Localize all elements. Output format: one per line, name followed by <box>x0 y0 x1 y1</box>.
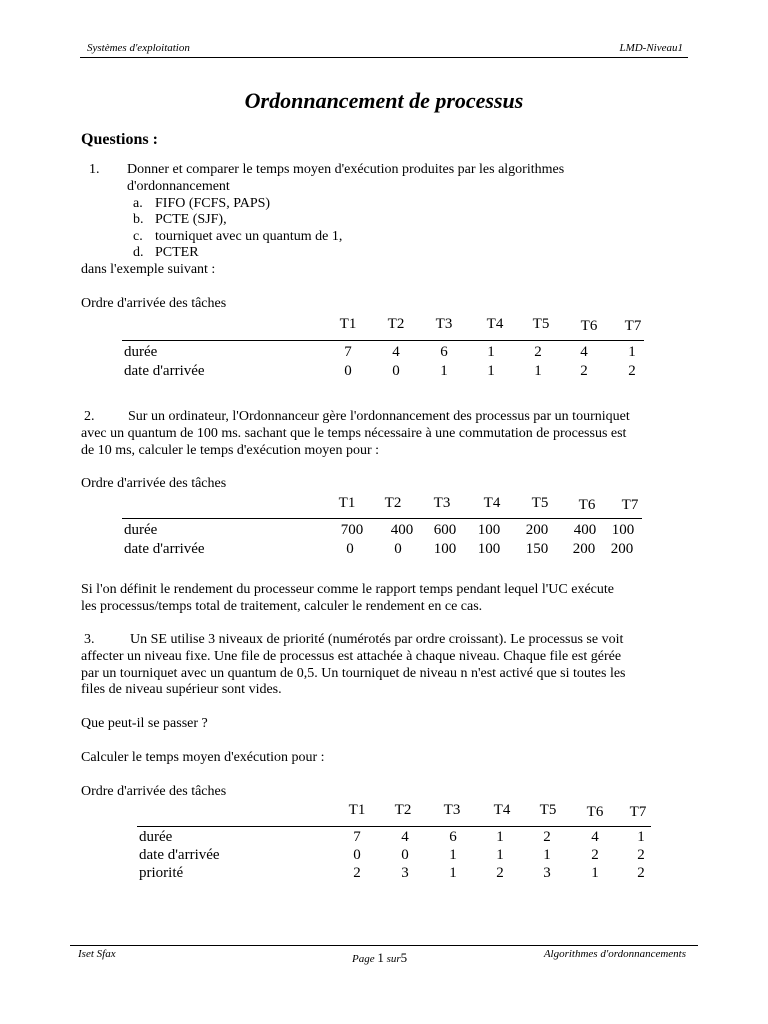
table-row-label: date d'arrivée <box>139 847 220 863</box>
table-cell: 1 <box>440 363 448 379</box>
table-header-cell: T1 <box>339 316 357 332</box>
q2-rendement-line1: Si l'on définit le rendement du processeur comme le rapport temps pendant lequel l'UC exécute <box>81 582 614 597</box>
table-cell: 150 <box>525 541 549 557</box>
table-cell: 1 <box>487 363 495 379</box>
table-header-cell: T4 <box>493 802 511 818</box>
q3-calc: Calculer le temps moyen d'exécution pour : <box>81 750 325 765</box>
table-cell: 2 <box>637 847 645 863</box>
table-cell: 1 <box>496 847 504 863</box>
table-header-cell: T3 <box>433 495 451 511</box>
q1-item-letter: c. <box>133 229 143 244</box>
q3-text-line1: Un SE utilise 3 niveaux de priorité (numérotés par ordre croissant). Le processus se voit <box>130 632 624 647</box>
table-cell: 2 <box>543 829 551 845</box>
q2-text-line1: Sur un ordinateur, l'Ordonnanceur gère l'ordonnancement des processus par un tourniquet <box>128 409 630 424</box>
q2-rendement-line2: les processus/temps total de traitement, calculer le rendement en ce cas. <box>81 599 483 614</box>
table-cell: 4 <box>401 829 409 845</box>
q1-text-line2: d'ordonnancement <box>127 179 230 194</box>
table-header-cell: T6 <box>580 318 598 334</box>
table-header-cell: T6 <box>578 497 596 513</box>
table-cell: 400 <box>573 522 597 538</box>
q2-text-line2: avec un quantum de 100 ms. sachant que le temps nécessaire à une commutation de processus est <box>81 426 627 441</box>
table-cell: 0 <box>344 363 352 379</box>
table-rule <box>137 826 651 827</box>
q1-item-letter: a. <box>133 196 143 211</box>
table-cell: 1 <box>487 344 495 360</box>
table-header-cell: T2 <box>387 316 405 332</box>
table-header-cell: T7 <box>621 497 639 513</box>
table-cell: 2 <box>591 847 599 863</box>
table-cell: 100 <box>611 522 635 538</box>
table-header-cell: T6 <box>586 804 604 820</box>
header-level: LMD-Niveau1 <box>619 42 683 54</box>
table-cell: 2 <box>580 363 588 379</box>
table-row-label: priorité <box>139 865 184 881</box>
q1-item-text: PCTER <box>155 245 199 260</box>
table-cell: 1 <box>543 847 551 863</box>
table-header-cell: T2 <box>384 495 402 511</box>
q2-text-line3: de 10 ms, calculer le temps d'exécution moyen pour : <box>81 443 379 458</box>
table-header-cell: T1 <box>338 495 356 511</box>
q2-number: 2. <box>84 409 95 424</box>
table-cell: 1 <box>637 829 645 845</box>
table-header-cell: T4 <box>486 316 504 332</box>
table-header-cell: T4 <box>483 495 501 511</box>
table-cell: 200 <box>610 541 634 557</box>
q1-number: 1. <box>89 162 100 177</box>
table-row-label: date d'arrivée <box>124 541 205 557</box>
table-cell: 1 <box>496 829 504 845</box>
q1-text-line1: Donner et comparer le temps moyen d'exécution produites par les algorithmes <box>127 162 565 177</box>
table-rule <box>122 518 642 519</box>
table-header-cell: T5 <box>531 495 549 511</box>
q3-number: 3. <box>84 632 95 647</box>
table-cell: 1 <box>449 865 457 881</box>
table-header-cell: T3 <box>443 802 461 818</box>
header-divider <box>80 57 688 58</box>
table-cell: 4 <box>580 344 588 360</box>
table-cell: 2 <box>353 865 361 881</box>
table-cell: 3 <box>401 865 409 881</box>
table-cell: 4 <box>591 829 599 845</box>
table-cell: 3 <box>543 865 551 881</box>
q1-item-text: FIFO (FCFS, PAPS) <box>155 196 271 211</box>
q3-question: Que peut-il se passer ? <box>81 716 208 731</box>
table-cell: 100 <box>433 541 457 557</box>
table-cell: 1 <box>591 865 599 881</box>
table-cell: 6 <box>440 344 448 360</box>
q1-item-text: tourniquet avec un quantum de 1, <box>155 229 343 244</box>
footer-institution: Iset Sfax <box>78 948 116 960</box>
header-course-name: Systèmes d'exploitation <box>87 42 190 54</box>
footer-page-current: 1 <box>377 950 384 965</box>
q1-item-letter: b. <box>133 212 144 227</box>
q1-after-text: dans l'exemple suivant : <box>81 262 216 277</box>
footer-page-number <box>352 950 407 966</box>
table-header-cell: T7 <box>629 804 647 820</box>
table-cell: 2 <box>637 865 645 881</box>
table-cell: 4 <box>392 344 400 360</box>
table-cell: 400 <box>390 522 414 538</box>
table-header-cell: T3 <box>435 316 453 332</box>
table-cell: 200 <box>572 541 596 557</box>
table-cell: 100 <box>477 522 501 538</box>
table-cell: 200 <box>525 522 549 538</box>
table-header-cell: T5 <box>539 802 557 818</box>
questions-heading: Questions : <box>81 131 158 148</box>
table-cell: 1 <box>534 363 542 379</box>
table-cell: 700 <box>340 522 364 538</box>
table-row-label: durée <box>139 829 173 845</box>
table-cell: 0 <box>353 847 361 863</box>
table-cell: 0 <box>401 847 409 863</box>
q1-item-text: PCTE (SJF), <box>155 212 227 227</box>
table-cell: 2 <box>534 344 542 360</box>
table-cell: 1 <box>449 847 457 863</box>
q3-text-line2: affecter un niveau fixe. Une file de processus est attachée à chaque niveau. Chaque file est gérée <box>81 649 622 664</box>
table-cell: 1 <box>628 344 636 360</box>
table-cell: 7 <box>344 344 352 360</box>
footer-subject: Algorithmes d'ordonnancements <box>543 948 686 960</box>
table-header-cell: T5 <box>532 316 550 332</box>
page-title: Ordonnancement de processus <box>244 88 524 113</box>
footer-page-total: 5 <box>400 950 408 965</box>
table-cell: 600 <box>433 522 457 538</box>
footer-sur-word: sur <box>386 953 401 965</box>
q3-order-label: Ordre d'arrivée des tâches <box>81 784 227 799</box>
table-cell: 2 <box>628 363 636 379</box>
q3-text-line4: files de niveau supérieur sont vides. <box>81 682 282 697</box>
q2-order-label: Ordre d'arrivée des tâches <box>81 476 227 491</box>
table-cell: 7 <box>353 829 361 845</box>
table-cell: 0 <box>392 363 400 379</box>
table-cell: 100 <box>477 541 501 557</box>
footer-divider <box>70 945 698 946</box>
table-cell: 0 <box>346 541 354 557</box>
table-row-label: date d'arrivée <box>124 363 205 379</box>
table-cell: 0 <box>394 541 402 557</box>
table-header-cell: T7 <box>624 318 642 334</box>
table-cell: 2 <box>496 865 504 881</box>
table-header-cell: T1 <box>348 802 366 818</box>
q1-order-label: Ordre d'arrivée des tâches <box>81 296 227 311</box>
table-row-label: durée <box>124 522 158 538</box>
table-rule <box>122 340 644 341</box>
q1-item-letter: d. <box>133 245 144 260</box>
table-row-label: durée <box>124 344 158 360</box>
q3-text-line3: par un tourniquet avec un quantum de 0,5. Un tourniquet de niveau n n'est activé que si toutes les <box>81 666 626 681</box>
footer-page-word: Page <box>352 953 375 965</box>
table-header-cell: T2 <box>394 802 412 818</box>
table-cell: 6 <box>449 829 457 845</box>
